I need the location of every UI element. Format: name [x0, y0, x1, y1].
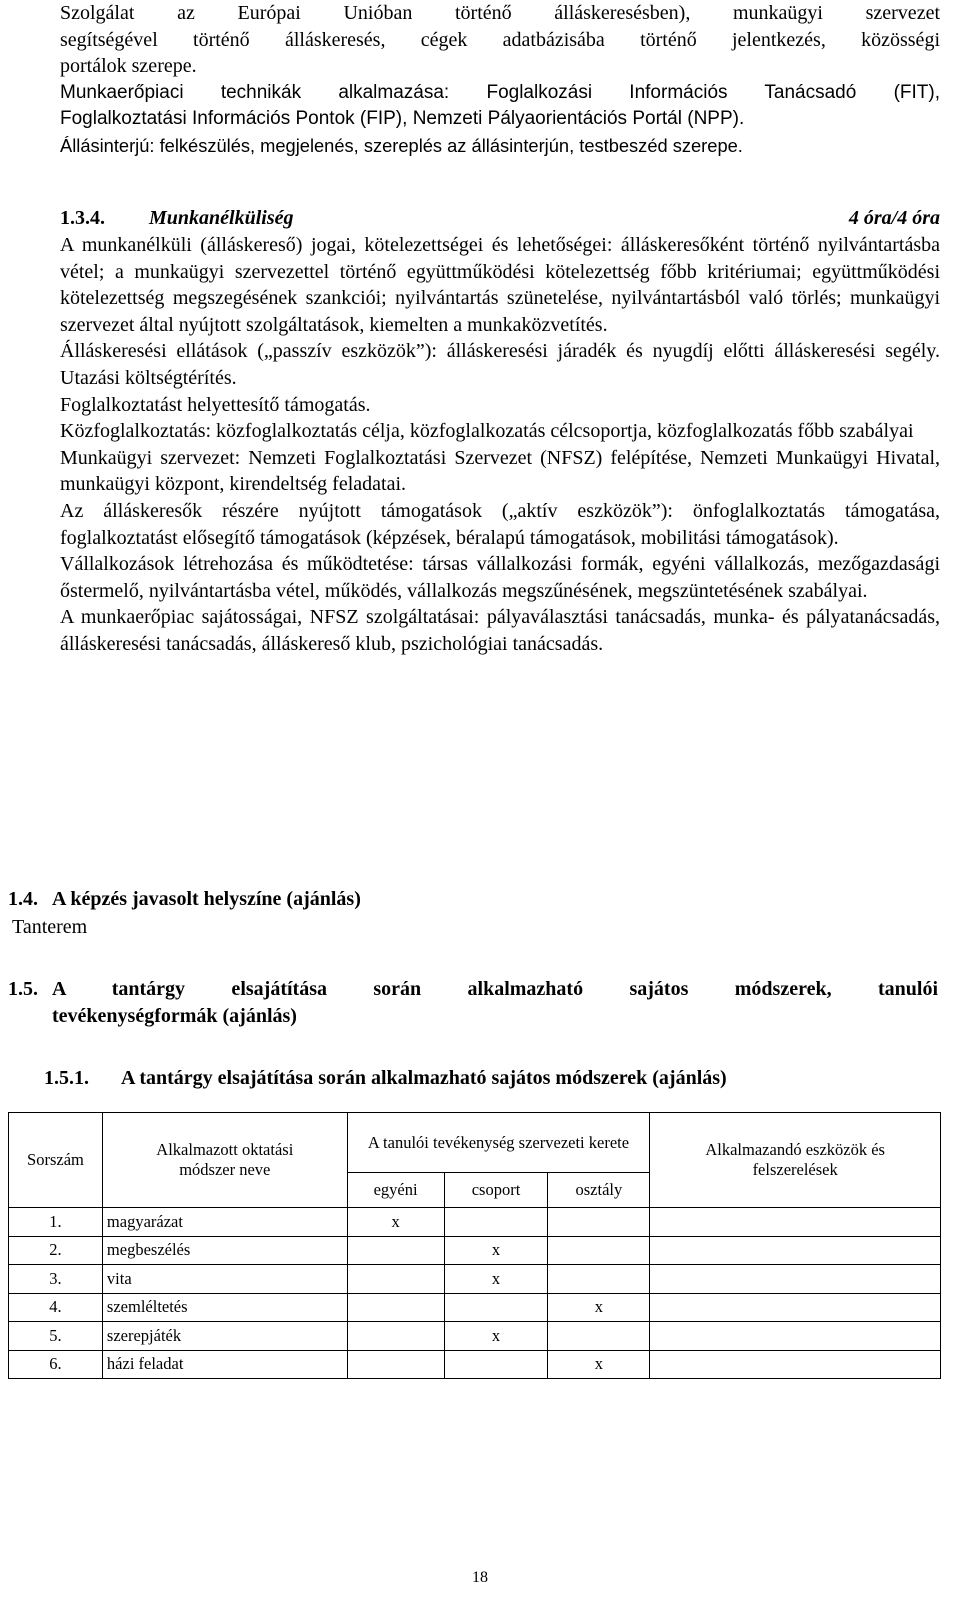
intro-line-2: segítségével történő álláskeresés, cégek adatbázisába történő jelentkezés, közösségi: [60, 28, 940, 51]
section-15-heading: [8, 976, 938, 1027]
section-14-title: A képzés javasolt helyszíne (ajánlás): [52, 888, 361, 910]
header-method: [102, 1113, 347, 1208]
section-134-paragraph: A munkanélküli (álláskereső) jogai, kötelezettségei és lehetőségei: álláskeresőként történő nyilvántartásba vétel; a munkaügyi szervezettel történő együttműködési kötelezettség főbb kritériumai; együttműködési kötelezettség megszegésének szankciói; nyilvántartás szünetelése, nyilvántartásból való törlés; munkaügyi szervezet által nyújtott szolgáltatások, kiemelten a munkaközvetítés.: [60, 234, 940, 336]
section-134-paragraph: Munkaügyi szervezet: Nemzeti Foglalkoztatási Szervezet (NFSZ) felépítése, Nemzeti Munkaügyi Hivatal, munkaügyi központ, kirendeltség feladatai.: [60, 446, 940, 496]
section-134-paragraph: Foglalkoztatást helyettesítő támogatás.: [60, 393, 371, 416]
section-15-title-line-1: A tantárgy elsajátítása során alkalmazható sajátos módszerek, tanulói: [52, 978, 938, 1000]
header-class: osztály: [548, 1173, 650, 1208]
section-151-title: A tantárgy elsajátítása során alkalmazható sajátos módszerek (ajánlás): [121, 1067, 727, 1089]
row-individual-mark: [347, 1236, 444, 1265]
row-number: 2.: [9, 1236, 103, 1265]
section-134-body: [60, 232, 940, 658]
table-row: [9, 1265, 941, 1294]
table-row: [9, 1208, 941, 1237]
section-134-heading: [60, 205, 940, 231]
section-14-value: Tanterem: [12, 916, 88, 938]
row-number: 1.: [9, 1208, 103, 1237]
section-134-number: 1.3.4.: [60, 207, 105, 229]
table-row: [9, 1350, 941, 1379]
section-134-hours: 4 óra/4 óra: [848, 207, 940, 229]
section-134-paragraph: Közfoglalkoztatás: közfoglalkoztatás célja, közfoglalkozatás célcsoportja, közfoglalkozatás főbb szabályai: [60, 420, 914, 443]
section-15-number: 1.5.: [8, 978, 38, 1000]
intro-line-6: Állásinterjú: felkészülés, megjelenés, szereplés az állásinterjún, testbeszéd szerepe.: [60, 134, 743, 156]
row-tools: [650, 1293, 941, 1322]
section-134-title: Munkanélküliség: [149, 207, 294, 229]
row-individual-mark: [347, 1293, 444, 1322]
row-number: 4.: [9, 1293, 103, 1322]
row-tools: [650, 1265, 941, 1294]
row-tools: [650, 1350, 941, 1379]
row-group-mark: [444, 1350, 548, 1379]
row-group-mark: x: [444, 1265, 548, 1294]
section-134-paragraph: Az álláskeresők részére nyújtott támogatások („aktív eszközök”): önfoglalkoztatás támogatása, foglalkoztatást elősegítő támogatások (képzések, béralapú támogatások, mobilitási támogatások).: [60, 499, 940, 549]
header-tools: [650, 1113, 941, 1208]
row-class-mark: x: [548, 1350, 650, 1379]
row-individual-mark: [347, 1265, 444, 1294]
row-method-name: megbeszélés: [102, 1236, 347, 1265]
row-method-name: magyarázat: [102, 1208, 347, 1237]
row-class-mark: [548, 1208, 650, 1237]
row-class-mark: [548, 1236, 650, 1265]
page-number: 18: [472, 1569, 488, 1586]
row-individual-mark: x: [347, 1208, 444, 1237]
intro-line-3: portálok szerepe.: [60, 55, 197, 77]
row-number: 3.: [9, 1265, 103, 1294]
row-tools: [650, 1236, 941, 1265]
header-org: [347, 1113, 650, 1173]
intro-text: [60, 0, 940, 159]
table-row: [9, 1236, 941, 1265]
row-class-mark: [548, 1322, 650, 1351]
intro-line-4: Munkaerőpiaci technikák alkalmazása: Foglalkozási Információs Tanácsadó (FIT),: [60, 81, 940, 103]
header-sorszam: Sorszám: [9, 1113, 103, 1208]
section-15-title-line-2: tevékenységformák (ajánlás): [52, 1005, 297, 1027]
row-number: 5.: [9, 1322, 103, 1351]
table-row: [9, 1322, 941, 1351]
section-151-number: 1.5.1.: [44, 1067, 89, 1089]
header-group: csoport: [444, 1173, 548, 1208]
table-row: [9, 1293, 941, 1322]
row-number: 6.: [9, 1350, 103, 1379]
intro-line-5: Foglalkoztatási Információs Pontok (FIP), Nemzeti Pályaorientációs Portál (NPP).: [60, 108, 745, 129]
intro-line-1: Szolgálat az Európai Unióban történő álláskeresésben), munkaügyi szervezet: [60, 2, 940, 24]
row-individual-mark: [347, 1350, 444, 1379]
row-class-mark: x: [548, 1293, 650, 1322]
row-group-mark: [444, 1293, 548, 1322]
row-tools: [650, 1208, 941, 1237]
row-group-mark: x: [444, 1322, 548, 1351]
row-method-name: vita: [102, 1265, 347, 1294]
row-group-mark: [444, 1208, 548, 1237]
row-individual-mark: [347, 1322, 444, 1351]
section-134-paragraph: Álláskeresési ellátások („passzív eszközök”): álláskeresési járadék és nyugdíj előtti álláskeresési segély. Utazási költségtérítés.: [60, 340, 940, 389]
row-method-name: házi feladat: [102, 1350, 347, 1379]
row-class-mark: [548, 1265, 650, 1294]
section-134-paragraph: Vállalkozások létrehozása és működtetése: társas vállalkozási formák, egyéni vállalkozás, mezőgazdasági őstermelő, nyilvántartásba vétel, működés, vállalkozás megszűnésének, megszüntetésének szabályai.: [60, 553, 940, 602]
section-151-heading: [44, 1065, 934, 1091]
section-14-heading: [8, 886, 938, 912]
section-14-number: 1.4.: [8, 888, 38, 910]
header-individual: egyéni: [347, 1173, 444, 1208]
row-group-mark: x: [444, 1236, 548, 1265]
header-method-text: Alkalmazott oktatási módszer neve: [156, 1140, 294, 1179]
methods-table: [8, 1112, 941, 1379]
header-tools-text: Alkalmazandó eszközök és felszerelések: [705, 1140, 885, 1179]
header-org-text: A tanulói tevékenység szervezeti kerete: [367, 1132, 630, 1152]
row-method-name: szemléltetés: [102, 1293, 347, 1322]
row-tools: [650, 1322, 941, 1351]
row-method-name: szerepjáték: [102, 1322, 347, 1351]
section-134-paragraph: A munkaerőpiac sajátosságai, NFSZ szolgáltatásai: pályaválasztási tanácsadás, munka- és pályatanácsadás, álláskeresési tanácsadás, álláskereső klub, pszichológiai tanácsadás.: [60, 606, 940, 655]
